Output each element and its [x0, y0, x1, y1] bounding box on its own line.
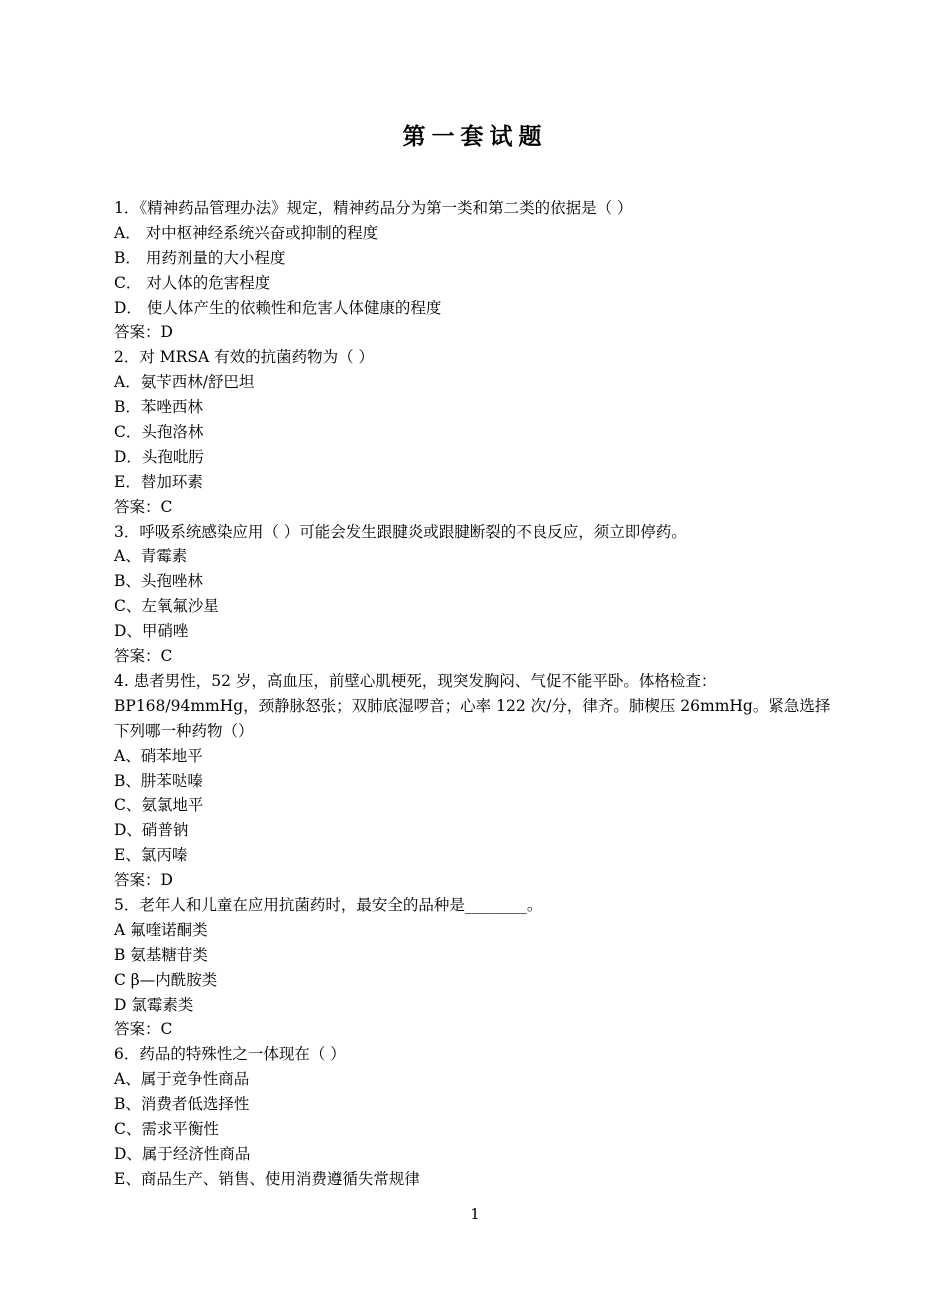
- answer-option: D．头孢吡肟: [114, 447, 204, 466]
- question-stem: 6．药品的特殊性之一体现在（ ）: [114, 1045, 346, 1064]
- answer-option: C、需求平衡性: [114, 1120, 219, 1138]
- question-stem: 1．《精神药品管理办法》规定，精神药品分为第一类和第二类的依据是（ ）: [114, 199, 633, 217]
- answer-option: A．氨苄西林/舒巴坦: [114, 373, 255, 392]
- answer-option: C β—内酰胺类: [114, 970, 218, 989]
- answer-option: D、属于经济性商品: [114, 1144, 251, 1163]
- answer-option: B．苯唑西林: [114, 398, 203, 417]
- answer-key: 答案：C: [114, 497, 173, 516]
- answer-option: A 氟喹诺酮类: [114, 920, 208, 939]
- answer-option: B． 用药剂量的大小程度: [114, 248, 286, 267]
- answer-option: E、氯丙嗪: [114, 846, 188, 865]
- answer-option: D 氯霉素类: [114, 995, 194, 1014]
- document-title: 第一套试题: [402, 123, 548, 150]
- answer-option: B、肼苯哒嗪: [114, 771, 203, 790]
- question-stem: 3．呼吸系统感染应用（ ）可能会发生跟腱炎或跟腱断裂的不良反应，须立即停药。: [114, 522, 687, 541]
- answer-option: C、氨氯地平: [114, 796, 204, 815]
- answer-option: B 氨基糖苷类: [114, 945, 208, 964]
- answer-option: D、甲硝唑: [114, 622, 189, 641]
- answer-option: C． 对人体的危害程度: [114, 273, 271, 292]
- answer-option: C、左氧氟沙星: [114, 597, 219, 616]
- answer-option: D、硝普钠: [114, 821, 189, 840]
- answer-key: 答案：D: [114, 871, 173, 890]
- answer-option: A、青霉素: [114, 547, 188, 566]
- answer-key: 答案：C: [114, 647, 173, 666]
- answer-option: C．头孢洛林: [114, 423, 204, 442]
- question-stem: 2．对 MRSA 有效的抗菌药物为（ ）: [114, 348, 374, 367]
- answer-option: A． 对中枢神经系统兴奋或抑制的程度: [114, 223, 379, 242]
- page-number: 1: [470, 1205, 480, 1223]
- answer-option: A、属于竞争性商品: [114, 1070, 250, 1089]
- answer-key: 答案：C: [114, 1020, 173, 1039]
- answer-key: 答案：D: [114, 323, 173, 342]
- answer-option: D． 使人体产生的依赖性和危害人体健康的程度: [114, 298, 442, 317]
- question-stem: 4. 患者男性，52 岁，高血压，前壁心肌梗死，现突发胸闷、气促不能平卧。体格检查：BP168/94mmHg，颈静脉怒张；双肺底湿啰音；心率 122 次/分，律齐。肺楔压 26mmHg。紧急选择下列哪一种药物（）: [114, 671, 831, 740]
- question-list: [114, 196, 844, 1192]
- question-stem: 5．老年人和儿童在应用抗菌药时，最安全的品种是________。: [114, 895, 543, 914]
- answer-option: E、商品生产、销售、使用消费遵循失常规律: [114, 1169, 420, 1188]
- answer-option: E．替加环素: [114, 472, 203, 491]
- answer-option: B、头孢唑林: [114, 572, 203, 591]
- answer-option: B、消费者低选择性: [114, 1095, 250, 1114]
- answer-option: A、硝苯地平: [114, 746, 203, 765]
